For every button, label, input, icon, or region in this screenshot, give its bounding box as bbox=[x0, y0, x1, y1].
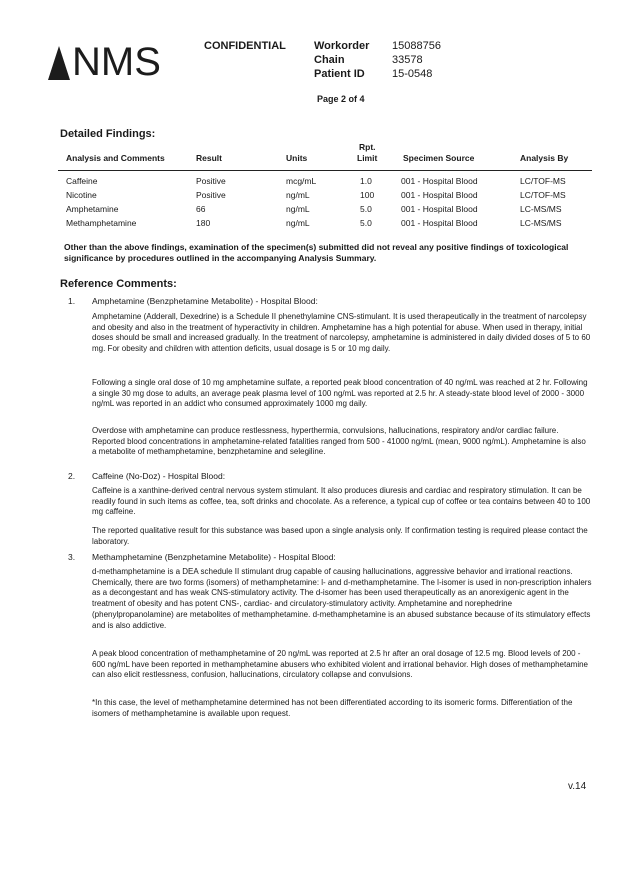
table-row-analysis: Nicotine bbox=[66, 190, 97, 200]
table-row-analysis: Methamphetamine bbox=[66, 218, 137, 228]
table-row-by: LC-MS/MS bbox=[520, 204, 562, 214]
table-divider bbox=[58, 170, 592, 171]
table-row-limit: 5.0 bbox=[360, 204, 372, 214]
item-paragraph: Overdose with amphetamine can produce restlessness, hyperthermia, convulsions, hallucinations, respiratory and/or cardiac failure. Reported blood concentrations in amphetamine-related fatalities ranged from 500 - 41000 ng/mL (mean, 9000 ng/mL). Amphetamine is also a metabolite of methamphetamine, benzphetamine and selegiline. bbox=[92, 426, 586, 457]
item-paragraph: *In this case, the level of methamphetamine determined has not been differentiated according to its isomeric forms. Differentiation of the isomers of methamphetamine is available upon request. bbox=[92, 698, 573, 718]
table-row-specimen: 001 - Hospital Blood bbox=[401, 190, 478, 200]
item-paragraph: d-methamphetamine is a DEA schedule II stimulant drug capable of causing hallucinations, aggressive behavior and irrational reactions. Chemically, there are two forms (isomers) of methamphetamine: l- and d-methamphetamine. The l-isomer is used in non-prescription inhalers as a decongestant and has weak CNS-stimulatory activity. The d-isomer has been used therapeutically as an anorexigenic agent in the treatment of obesity and has potent CNS-, cardiac- and circulatory-stimulatory activity. Amphetamine and norephedrine (phenylpropanolamine) are metabolites of methamphetamine. d-methamphetamine is an abused substance because of its stimulatory effects and is also addictive. bbox=[92, 567, 592, 630]
patient-id-value: 15-0548 bbox=[392, 68, 433, 80]
item-number: 2. bbox=[68, 471, 76, 481]
logo-triangle-icon bbox=[48, 46, 70, 80]
table-row-units: ng/mL bbox=[286, 204, 310, 214]
table-row-units: ng/mL bbox=[286, 218, 310, 228]
item-heading: Methamphetamine (Benzphetamine Metabolite) - Hospital Blood: bbox=[92, 552, 336, 562]
col-units: Units bbox=[286, 153, 308, 163]
confidential-label: CONFIDENTIAL bbox=[204, 40, 286, 52]
item-number: 1. bbox=[68, 296, 76, 306]
table-row-result: Positive bbox=[196, 190, 226, 200]
chain-value: 33578 bbox=[392, 54, 423, 66]
col-analysis: Analysis and Comments bbox=[66, 153, 165, 163]
table-row-analysis: Amphetamine bbox=[66, 204, 119, 214]
table-row-by: LC/TOF-MS bbox=[520, 176, 566, 186]
table-row-by: LC/TOF-MS bbox=[520, 190, 566, 200]
item-number: 3. bbox=[68, 552, 76, 562]
table-row-result: Positive bbox=[196, 176, 226, 186]
workorder-label: Workorder bbox=[314, 40, 370, 52]
col-rpt-limit-2: Limit bbox=[357, 153, 378, 163]
patient-id-label: Patient ID bbox=[314, 68, 365, 80]
version-label: v.14 bbox=[568, 781, 587, 792]
findings-title: Detailed Findings: bbox=[60, 128, 156, 140]
table-row-units: ng/mL bbox=[286, 190, 310, 200]
item-paragraph: A peak blood concentration of methamphetamine of 20 ng/mL was reported at 2.5 hr after an oral dosage of 12.5 mg. Blood levels of 200 - 600 ng/mL have been reported in methamphetamine abusers who exhibited violent and irrational behavior. High doses of methamphetamine can also elicit restlessness, confusion, hallucinations, circulatory collapse and convulsions. bbox=[92, 649, 589, 680]
table-row-specimen: 001 - Hospital Blood bbox=[401, 204, 478, 214]
col-analysis-by: Analysis By bbox=[520, 153, 569, 163]
col-result: Result bbox=[196, 153, 222, 163]
logo-text: NMS bbox=[72, 40, 161, 84]
table-row-by: LC-MS/MS bbox=[520, 218, 562, 228]
col-rpt-limit-1: Rpt. bbox=[359, 142, 376, 152]
table-row-analysis: Caffeine bbox=[66, 176, 98, 186]
table-row-result: 66 bbox=[196, 204, 206, 214]
nms-logo bbox=[48, 34, 178, 104]
table-row-units: mcg/mL bbox=[286, 176, 317, 186]
page-number: Page 2 of 4 bbox=[317, 94, 365, 104]
item-heading: Amphetamine (Benzphetamine Metabolite) - Hospital Blood: bbox=[92, 296, 318, 306]
table-row-limit: 5.0 bbox=[360, 218, 372, 228]
chain-label: Chain bbox=[314, 54, 345, 66]
table-row-limit: 1.0 bbox=[360, 176, 372, 186]
item-heading: Caffeine (No-Doz) - Hospital Blood: bbox=[92, 471, 226, 481]
table-row-result: 180 bbox=[196, 218, 211, 228]
item-paragraph: Amphetamine (Adderall, Dexedrine) is a Schedule II phenethylamine CNS-stimulant. It is used therapeutically in the treatment of narcolepsy and obesity and also in the treatment of hyperactivity in children. Amphetamine has a high potential for abuse. When used in therapy, initial doses should be small and increased gradually. In the treatment of narcolepsy, amphetamine is administered in daily divided doses of 5 to 60 mg. For obesity and children with attention deficits, usual dosage is 5 or 10 mg daily. bbox=[92, 312, 591, 354]
item-paragraph: The reported qualitative result for this substance was based upon a single analysis only. If confirmation testing is required please contact the laboratory. bbox=[92, 526, 588, 546]
table-row-specimen: 001 - Hospital Blood bbox=[401, 176, 478, 186]
col-specimen: Specimen Source bbox=[403, 153, 475, 163]
item-paragraph: Caffeine is a xanthine-derived central nervous system stimulant. It also produces diuresis and cardiac and respiratory stimulation. It can be readily found in such items as coffee, tea, soft drinks and chocolate. As a reference, a typical cup of coffee or tea contains between 40 to 100 mg caffeine. bbox=[92, 486, 591, 517]
reference-title: Reference Comments: bbox=[60, 278, 177, 290]
table-row-specimen: 001 - Hospital Blood bbox=[401, 218, 478, 228]
workorder-value: 15088756 bbox=[392, 40, 441, 52]
findings-summary: Other than the above findings, examination of the specimen(s) submitted did not reveal any positive findings of toxicological significance by procedures outlined in the accompanying Analysis Summary. bbox=[64, 242, 569, 263]
item-paragraph: Following a single oral dose of 10 mg amphetamine sulfate, a reported peak blood concentration of 40 ng/mL was reached at 2 hr. Following a single 30 mg dose to adults, an average peak plasma level of 100 ng/mL was reported at 2.5 hr. A steady-state blood level of 2000 - 3000 ng/mL was reported in an addict who consumed approximately 1000 mg daily. bbox=[92, 378, 588, 409]
table-row-limit: 100 bbox=[360, 190, 375, 200]
